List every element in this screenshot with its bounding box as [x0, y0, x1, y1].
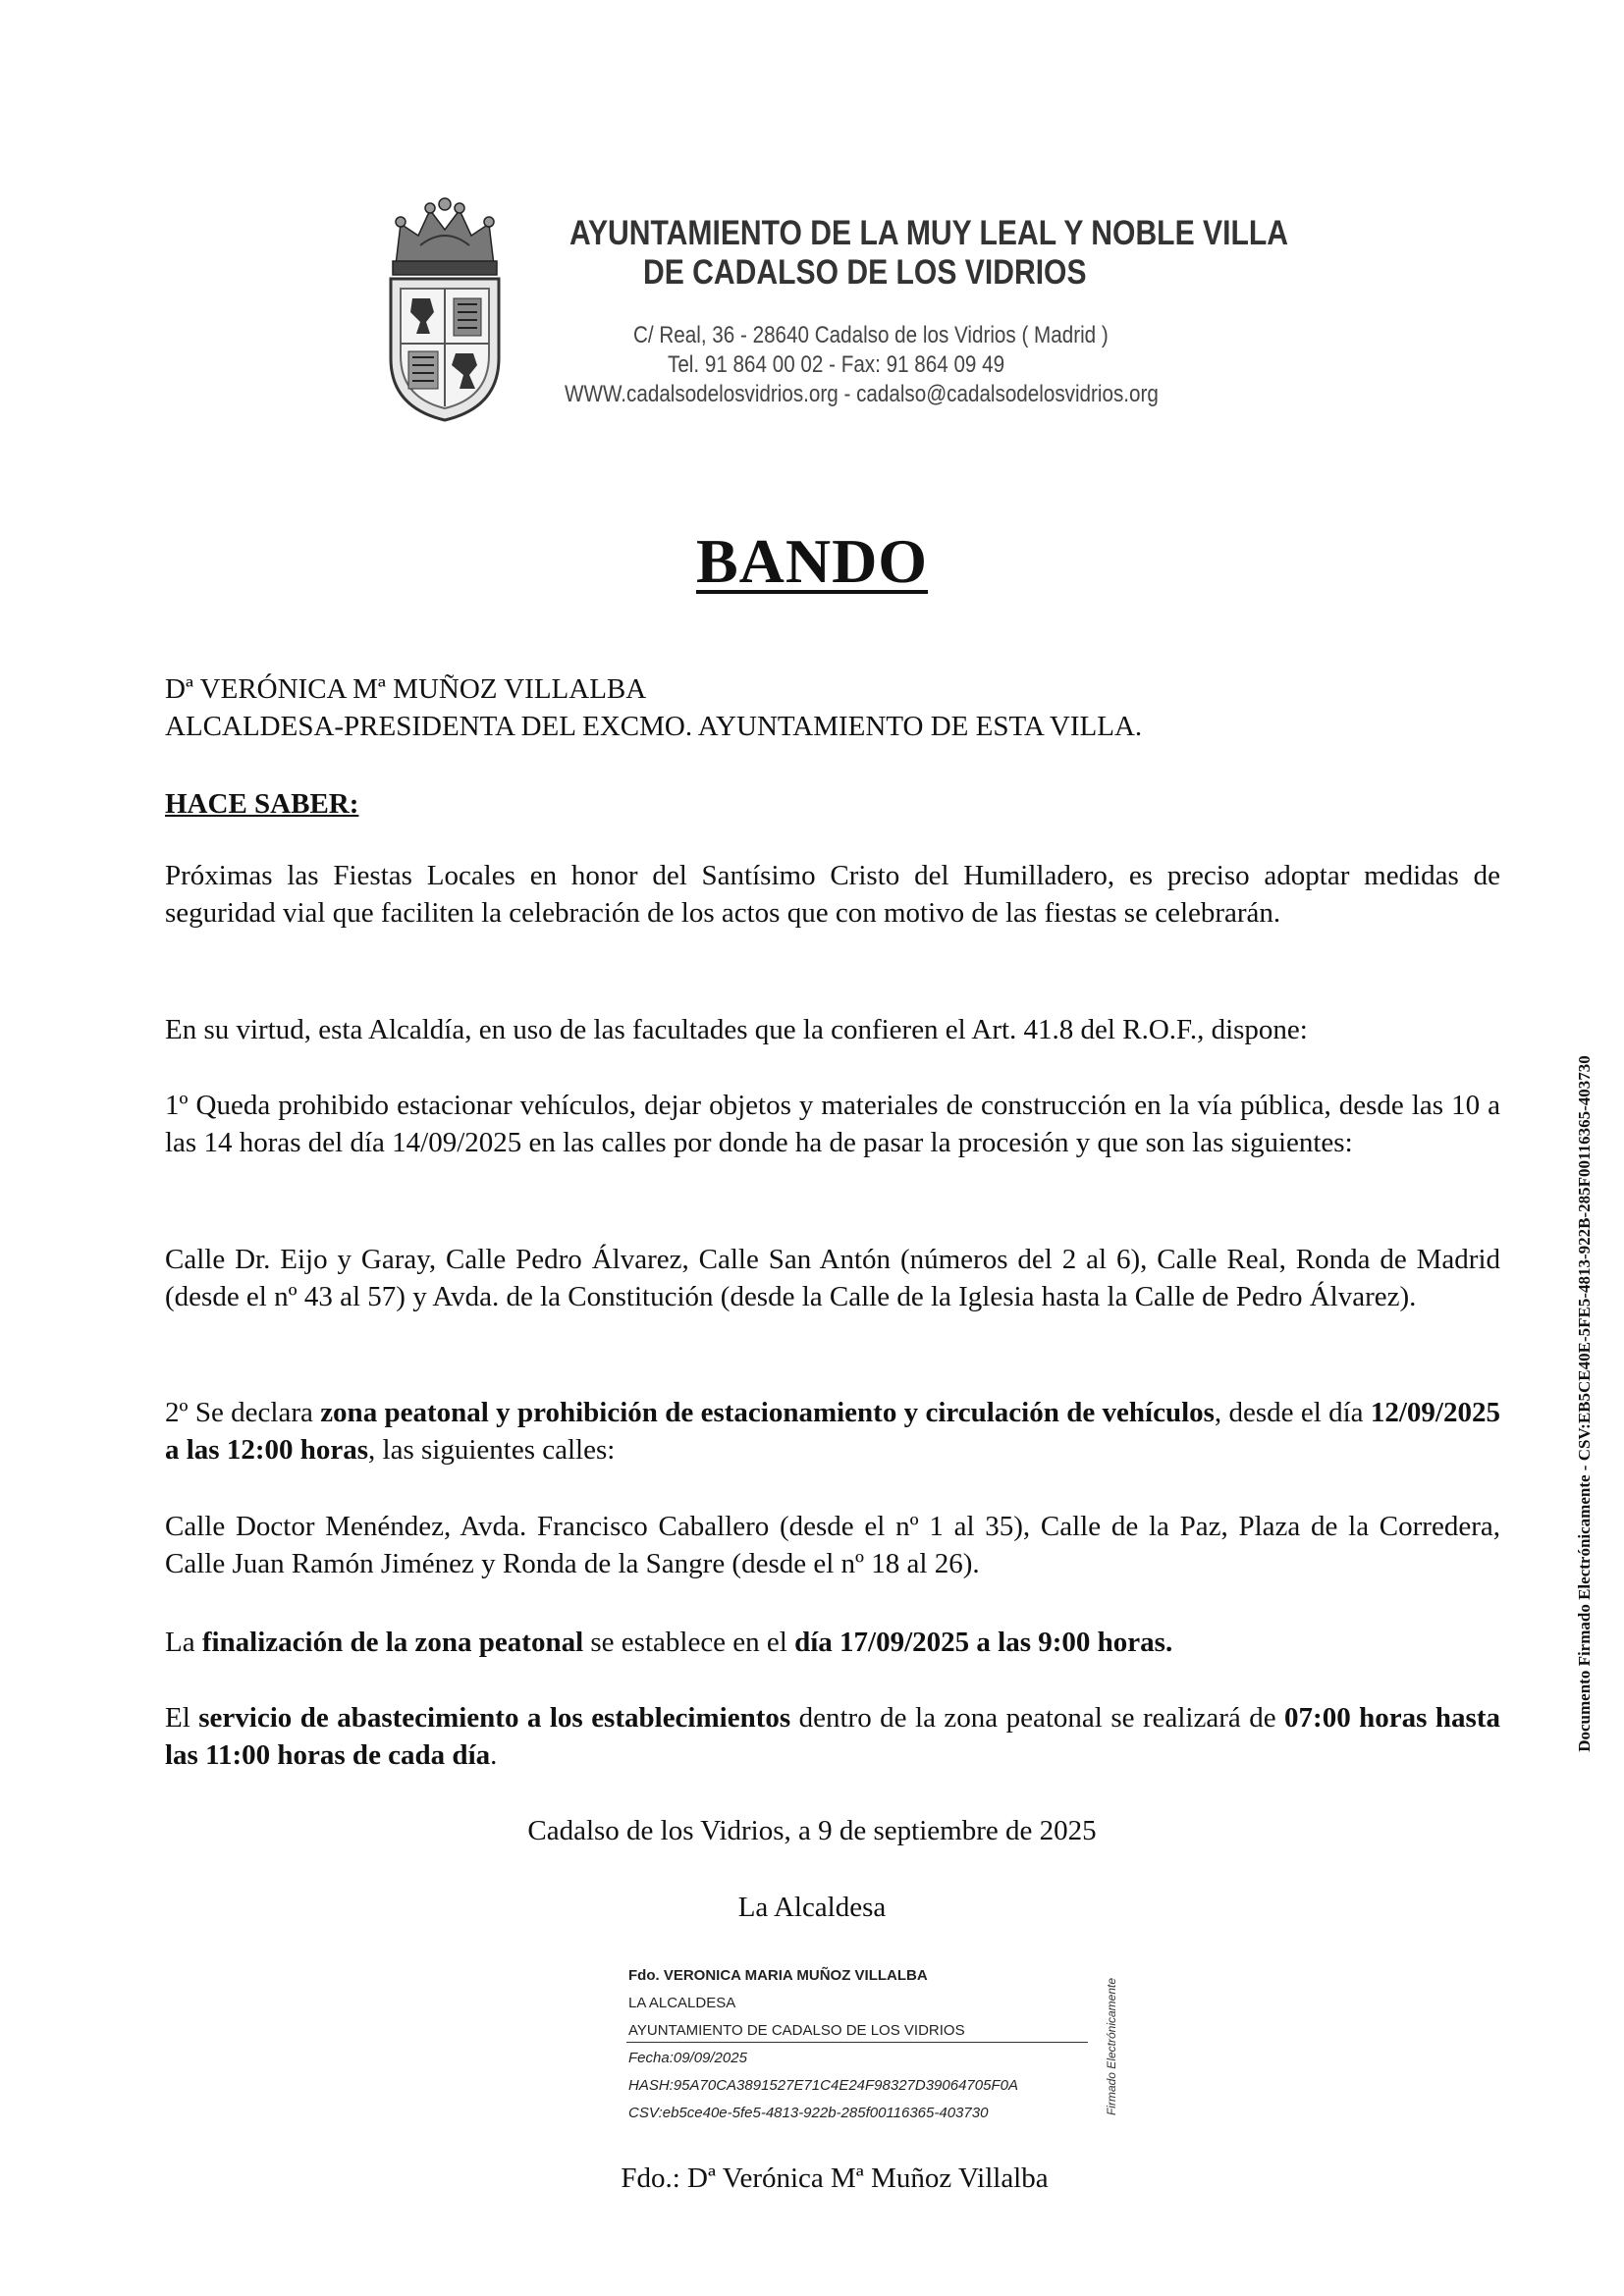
header-org-subtitle: DE CADALSO DE LOS VIDRIOS	[643, 253, 1087, 292]
signature-divider	[626, 2042, 1088, 2043]
paragraph-supply-service	[165, 1699, 1500, 1774]
place-and-date: Cadalso de los Vidrios, a 9 de septiembre de 2025	[527, 1815, 1097, 1846]
signature-organization: AYUNTAMIENTO DE CADALSO DE LOS VIDRIOS	[628, 2022, 965, 2039]
signature-csv: CSV:eb5ce40e-5fe5-4813-922b-285f00116365-403730	[628, 2105, 989, 2121]
bold-span: 12/09/2025 a las 12:00 horas	[165, 1397, 1500, 1466]
signer-title: La Alcaldesa	[737, 1892, 887, 1923]
signature-date: Fecha:09/09/2025	[628, 2050, 747, 2066]
paragraph-street-list-1: Calle Dr. Eijo y Garay, Calle Pedro Álvarez, Calle San Antón (números del 2 al 6), Calle Real, Ronda de Madrid (desde el nº 43 al 57) y Avda. de la Constitución (desde la Calle de la Iglesia hasta la Calle de Pedro Álvarez).	[165, 1244, 1500, 1312]
paragraph-pedestrian-zone	[165, 1394, 1500, 1468]
text-span: El	[165, 1702, 199, 1734]
text-span: .	[490, 1739, 498, 1771]
header-org-title: AYUNTAMIENTO DE LA MUY LEAL Y NOBLE VILLA	[569, 214, 1288, 252]
signature-hash: HASH:95A70CA3891527E71C4E24F98327D39064705F0A	[628, 2077, 1018, 2094]
header-address: C/ Real, 36 - 28640 Cadalso de los Vidrios ( Madrid )	[633, 322, 1109, 348]
side-validation-stamp-text: Documento Firmado Electrónicamente - CSV:EB5CE40E-5FE5-4813-922B-285F00116365-403730	[1575, 1055, 1594, 1752]
paragraph-prohibition-1: 1º Queda prohibido estacionar vehículos, dejar objetos y materiales de construcción en la vía pública, desde las 10 a las 14 horas del día 14/09/2025 en las calles por donde ha de pasar la procesión y que son las siguientes:	[165, 1090, 1500, 1158]
text-span: , las siguientes calles:	[368, 1434, 616, 1466]
page-title: BANDO	[695, 526, 929, 596]
authority-name: Dª VERÓNICA Mª MUÑOZ VILLALBA	[165, 673, 647, 705]
bold-span: zona peatonal y prohibición de estacionamiento y circulación de vehículos	[320, 1397, 1215, 1428]
signature-role: LA ALCALDESA	[628, 1995, 736, 2011]
paragraph-dispone: En su virtud, esta Alcaldía, en uso de las facultades que la confieren el Art. 41.8 del R.O.F., dispone:	[165, 1014, 1308, 1045]
text-span: dentro de la zona peatonal se realizará de	[790, 1702, 1285, 1734]
signature-vertical-label-text: Firmado Electrónicamente	[1105, 1977, 1118, 2116]
authority-position: ALCALDESA-PRESIDENTA DEL EXCMO. AYUNTAMIENTO DE ESTA VILLA.	[165, 711, 1143, 742]
signed-by: Fdo.: Dª Verónica Mª Muñoz Villalba	[621, 2163, 1049, 2194]
signature-name: Fdo. VERONICA MARIA MUÑOZ VILLALBA	[628, 1967, 928, 1984]
paragraph-street-list-2: Calle Doctor Menéndez, Avda. Francisco Caballero (desde el nº 1 al 35), Calle de la Paz, Plaza de la Corredera, Calle Juan Ramón Jiménez y Ronda de la Sangre (desde el nº 18 al 26).	[165, 1511, 1500, 1579]
text-span: , desde el día	[1214, 1397, 1371, 1428]
paragraph-intro: Próximas las Fiestas Locales en honor del Santísimo Cristo del Humilladero, es preciso adoptar medidas de seguridad vial que faciliten la celebración de los actos que con motivo de las fiestas se celebrarán.	[165, 860, 1500, 929]
hace-saber-heading: HACE SABER:	[165, 788, 359, 820]
header-phone: Tel. 91 864 00 02 - Fax: 91 864 09 49	[668, 351, 1005, 378]
paragraph-end-date	[165, 1624, 1500, 1661]
bold-span: servicio de abastecimiento a los establecimientos	[198, 1702, 791, 1734]
bold-span: finalización de la zona peatonal	[201, 1627, 584, 1658]
text-span: 2º Se declara	[165, 1397, 321, 1428]
bold-span: día 17/09/2025 a las 9:00 horas.	[794, 1627, 1173, 1658]
coat-of-arms-icon	[381, 196, 509, 424]
text-span: La	[165, 1627, 202, 1658]
header-web-email: WWW.cadalsodelosvidrios.org - cadalso@cadalsodelosvidrios.org	[565, 381, 1159, 407]
bold-span: 07:00 horas hasta las 11:00 horas de cada día	[165, 1702, 1500, 1771]
text-span: se establece en el	[583, 1627, 795, 1658]
